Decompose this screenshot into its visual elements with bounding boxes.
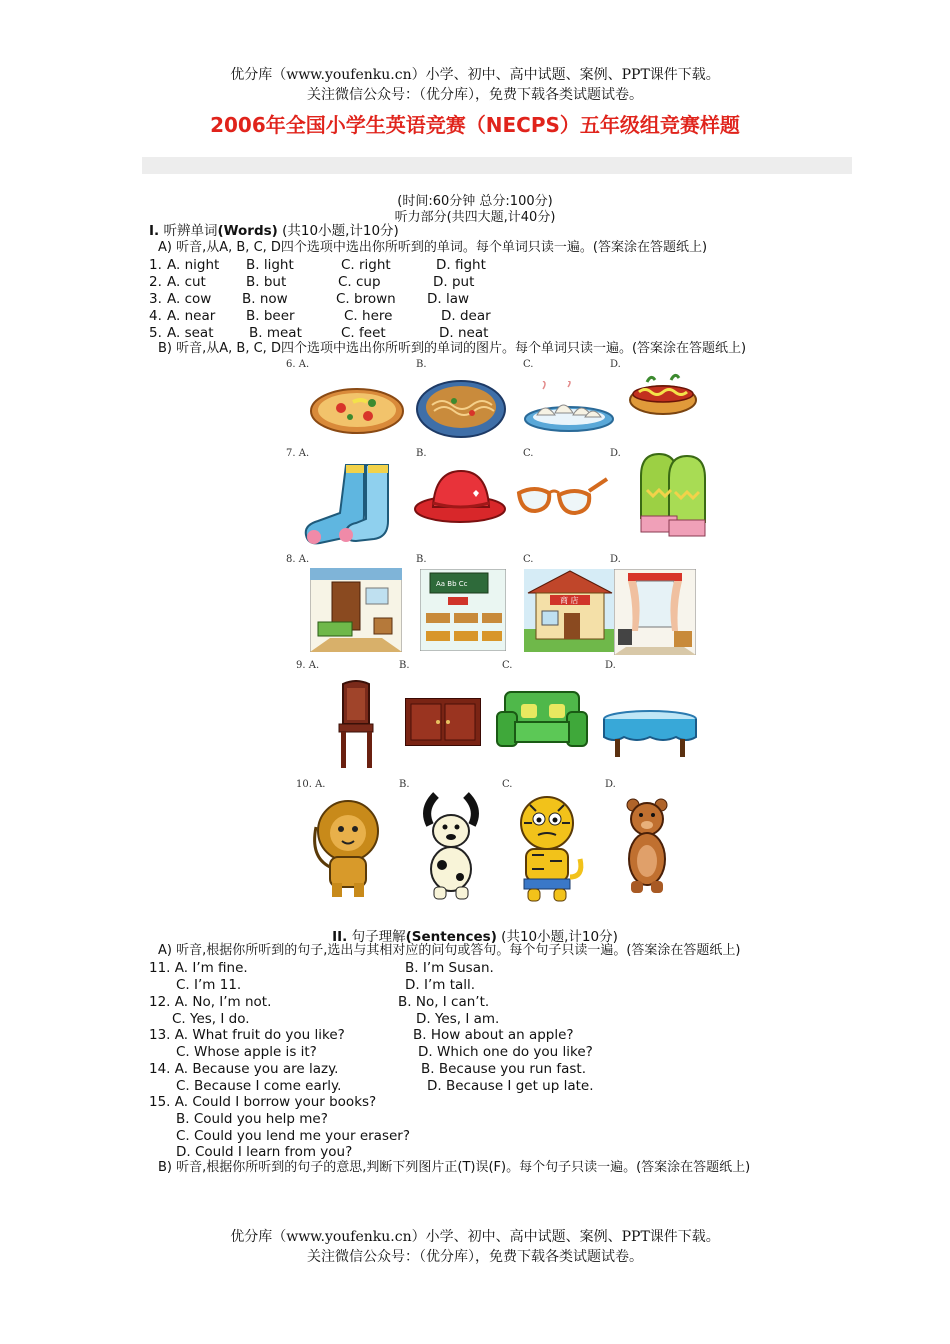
pic-label: D. <box>605 779 616 790</box>
header-line-2: 关注微信公众号：（优分库），免费下载各类试题试卷。 <box>307 87 643 103</box>
header-line-1: 优分库（www.youfenku.cn）小学、初中、高中试题、案例、PPT课件下载。 <box>230 67 720 83</box>
pizza-picture <box>308 386 406 436</box>
pic-label: C. <box>523 448 534 459</box>
bedroom-picture <box>310 568 402 652</box>
page-title: 2006年全国小学生英语竞赛（NECPS）五年级组竞赛样题 <box>210 113 740 137</box>
pic-label: C. <box>502 779 513 790</box>
shop-sign-text: 商 店 <box>560 596 579 605</box>
pic-label: 6. A. <box>286 359 310 370</box>
pic-label: C. <box>502 660 513 671</box>
pic-label: C. <box>523 554 534 565</box>
cabinet-picture <box>405 698 481 746</box>
mittens-picture <box>633 452 711 542</box>
dog-picture <box>418 791 484 903</box>
lion-picture <box>306 797 386 901</box>
shop-picture <box>524 569 616 652</box>
classroom-picture <box>420 569 506 651</box>
chair-picture <box>335 680 377 770</box>
dumplings-plate-picture <box>523 381 616 433</box>
pic-label: B. <box>416 359 427 370</box>
divider-bar <box>142 157 852 174</box>
listening-heading: 听力部分(共四大题,计40分) <box>394 210 556 225</box>
table-picture <box>601 709 699 759</box>
tiger-picture <box>508 793 586 903</box>
pic-label: 7. A. <box>286 448 310 459</box>
sofa-picture <box>495 688 589 752</box>
hat-picture <box>413 467 508 527</box>
pic-label: B. <box>416 448 427 459</box>
pic-label: D. <box>605 660 616 671</box>
socks-picture <box>300 461 398 551</box>
pic-label: D. <box>610 359 621 370</box>
pic-label: C. <box>523 359 534 370</box>
pic-label: B. <box>399 779 410 790</box>
section-2-heading: II. 句子理解(Sentences) (共10小题,计10分) <box>332 929 618 945</box>
living-room-picture <box>614 569 696 655</box>
section-2-part-b: B) 听音,根据你所听到的句子的意思,判断下列图片正(T)误(F)。每个句子只读一遍。(答案涂在答题纸上) <box>158 1160 751 1175</box>
footer-line-2: 关注微信公众号：（优分库），免费下载各类试题试卷。 <box>307 1249 643 1265</box>
section-1-heading: I. 听辨单词(Words) (共10小题,计10分) <box>149 223 399 239</box>
pic-label: D. <box>610 554 621 565</box>
pic-label: B. <box>399 660 410 671</box>
pic-label: 10. A. <box>296 779 326 790</box>
section-2-part-a: A) 听音,根据你所听到的句子,选出与其相对应的问句或答句。每个句子只读一遍。(答案涂在答题纸上) <box>158 943 741 958</box>
section-1-part-a: A) 听音,从A, B, C, D四个选项中选出你所听到的单词。每个单词只读一遍。(答案涂在答题纸上) <box>158 240 708 255</box>
bear-picture <box>619 797 675 897</box>
exam-time: (时间:60分钟 总分:100分) <box>397 194 553 209</box>
noodles-bowl-picture <box>414 377 508 441</box>
pic-label: 8. A. <box>286 554 310 565</box>
footer-line-1: 优分库（www.youfenku.cn）小学、初中、高中试题、案例、PPT课件下载。 <box>230 1229 720 1245</box>
blackboard-text: Aa Bb Cc <box>436 580 468 588</box>
glasses-picture <box>515 477 609 517</box>
section-1-part-b: B) 听音,从A, B, C, D四个选项中选出你所听到的单词的图片。每个单词只读一遍。(答案涂在答题纸上) <box>158 341 747 356</box>
hot-dog-picture <box>627 370 699 420</box>
pic-label: 9. A. <box>296 660 320 671</box>
pic-label: B. <box>416 554 427 565</box>
pic-label: D. <box>610 448 621 459</box>
